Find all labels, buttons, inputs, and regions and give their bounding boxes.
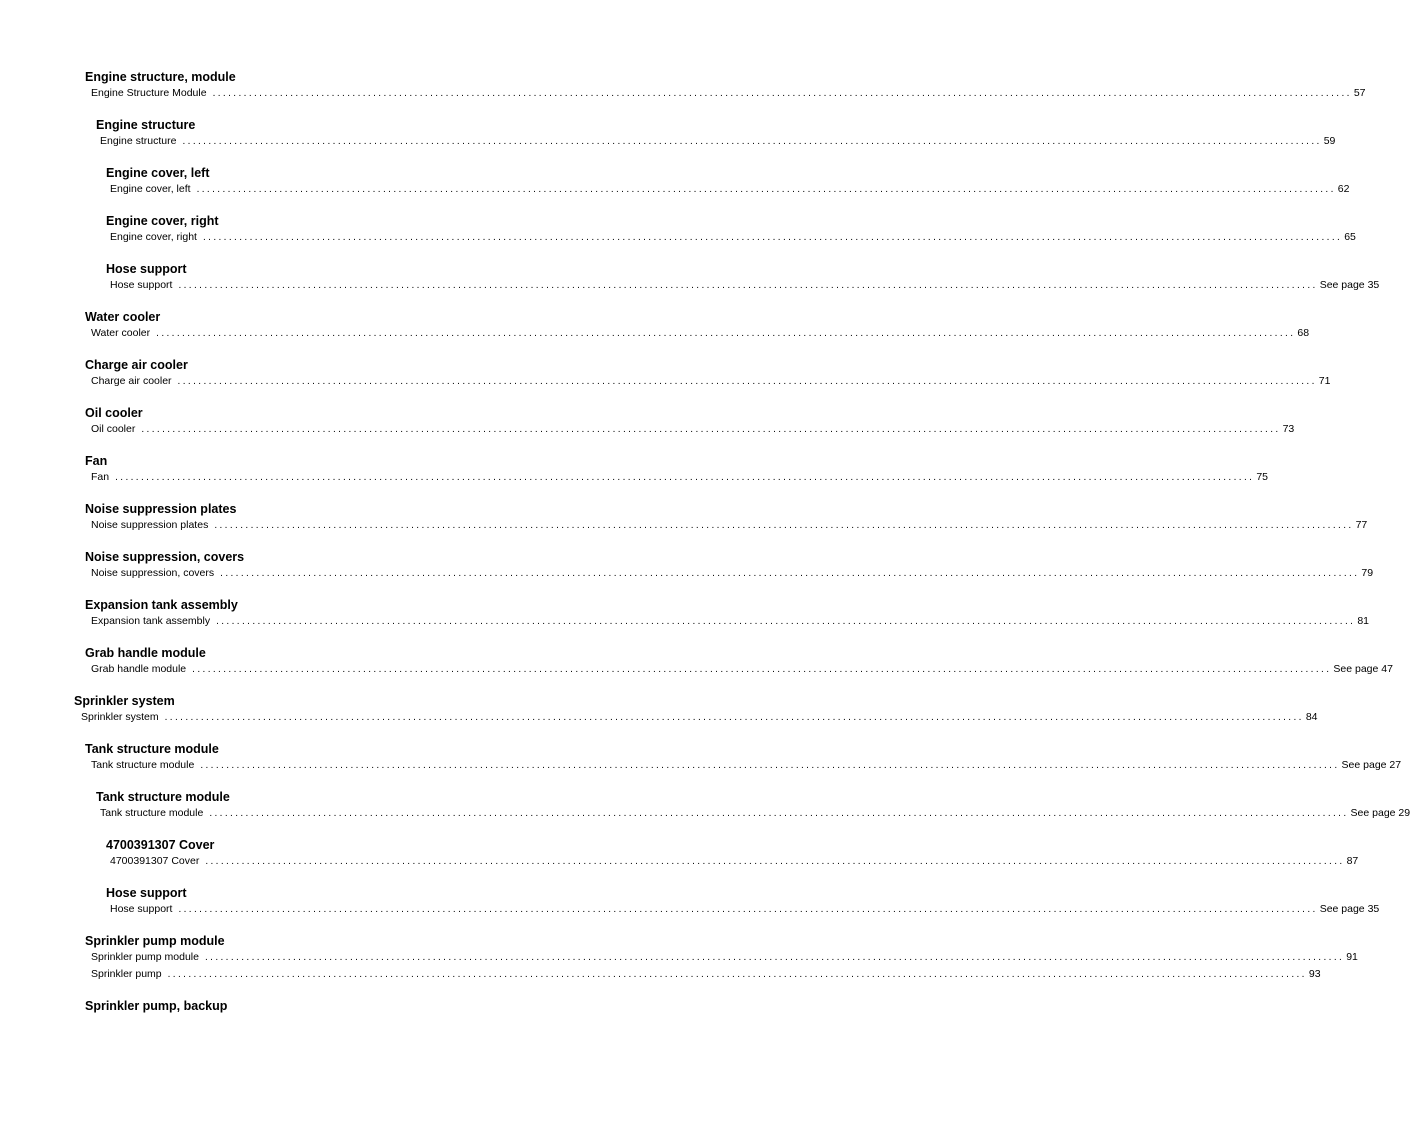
- dot-leader: ............................................................................................................................................................................................................................: [178, 280, 1318, 291]
- toc-section-title: Engine cover, left: [106, 166, 210, 180]
- dot-leader: ............................................................................................................................................................................................................................: [167, 969, 1307, 980]
- toc-section-title: Tank structure module: [85, 742, 219, 756]
- toc-section-title: Charge air cooler: [85, 358, 188, 372]
- toc-entry[interactable]: [100, 805, 1410, 822]
- toc-entry-page-number: 81: [1357, 615, 1369, 627]
- toc-section-title: Engine structure: [96, 118, 196, 132]
- toc-entry-label: Sprinkler pump: [91, 968, 162, 980]
- toc-entry-page-number: 77: [1355, 519, 1368, 531]
- toc-entry-label: Oil cooler: [91, 423, 136, 435]
- toc-entry-page-number: 79: [1361, 567, 1374, 579]
- toc-entry[interactable]: [91, 469, 1269, 486]
- toc-section: [0, 998, 866, 1014]
- dot-leader: ............................................................................................................................................................................................................................: [141, 424, 1281, 435]
- toc-entry-label: Grab handle module: [91, 663, 187, 675]
- dot-leader: ............................................................................................................................................................................................................................: [204, 952, 1345, 963]
- toc-section: [0, 357, 1331, 390]
- toc-entry-page-number: 93: [1308, 968, 1321, 980]
- toc-section-title: Tank structure module: [96, 790, 230, 804]
- toc-section: [0, 69, 1366, 102]
- toc-entry[interactable]: [110, 181, 1350, 198]
- toc-section-title: Sprinkler system: [74, 694, 175, 708]
- toc-entry-page-number: 65: [1344, 231, 1356, 243]
- table-of-contents: [0, 69, 1410, 1029]
- toc-section-title: Fan: [85, 454, 108, 468]
- toc-section: [0, 405, 1295, 438]
- toc-section: [0, 933, 1358, 983]
- toc-entry-label: Hose support: [110, 903, 173, 915]
- toc-entry-label: Engine cover, right: [110, 231, 197, 243]
- toc-entry-page-number: 73: [1282, 423, 1295, 435]
- toc-entry-label: Charge air cooler: [91, 375, 172, 387]
- dot-leader: ............................................................................................................................................................................................................................: [196, 184, 1336, 195]
- toc-entry-page-number: See page 29: [1350, 807, 1410, 819]
- toc-entry[interactable]: [91, 85, 1366, 102]
- toc-entry-label: Tank structure module: [100, 807, 204, 819]
- toc-entry-page-number: 68: [1297, 327, 1310, 339]
- toc-section: [0, 645, 1393, 678]
- toc-entry-page-number: 87: [1346, 855, 1359, 867]
- toc-entry[interactable]: [91, 517, 1368, 534]
- toc-section-title: Sprinkler pump, backup: [85, 999, 228, 1013]
- dot-leader: ............................................................................................................................................................................................................................: [214, 520, 1354, 531]
- toc-section: [0, 549, 1374, 582]
- dot-leader: ............................................................................................................................................................................................................................: [202, 232, 1343, 243]
- toc-entry[interactable]: [91, 757, 1402, 774]
- toc-section-title: Oil cooler: [85, 406, 143, 420]
- toc-entry-page-number: See page 27: [1341, 759, 1402, 771]
- toc-entry[interactable]: [91, 325, 1310, 342]
- toc-entry[interactable]: [91, 565, 1374, 582]
- toc-entry[interactable]: [91, 949, 1358, 966]
- dot-leader: ............................................................................................................................................................................................................................: [115, 472, 1255, 483]
- toc-entry-page-number: 71: [1318, 375, 1331, 387]
- toc-section: [0, 213, 1356, 246]
- toc-entry[interactable]: [91, 421, 1295, 438]
- toc-entry-page-number: 75: [1256, 471, 1269, 483]
- toc-section-title: Hose support: [106, 886, 187, 900]
- toc-section: [0, 261, 1380, 294]
- toc-entry[interactable]: [100, 133, 1336, 150]
- dot-leader: ............................................................................................................................................................................................................................: [156, 328, 1296, 339]
- toc-section-title: Engine structure, module: [85, 70, 236, 84]
- toc-entry-page-number: See page 35: [1319, 903, 1380, 915]
- toc-entry[interactable]: [91, 613, 1369, 630]
- toc-entry-label: Expansion tank assembly: [91, 615, 211, 627]
- toc-entry-label: Sprinkler pump module: [91, 951, 199, 963]
- toc-entry-label: Engine cover, left: [110, 183, 191, 195]
- dot-leader: ............................................................................................................................................................................................................................: [209, 808, 1349, 819]
- toc-entry-page-number: 59: [1323, 135, 1336, 147]
- toc-entry[interactable]: [110, 901, 1380, 918]
- toc-entry-page-number: 57: [1353, 87, 1366, 99]
- toc-section-title: Expansion tank assembly: [85, 598, 238, 612]
- toc-section: [0, 165, 1350, 198]
- toc-section-title: Engine cover, right: [106, 214, 219, 228]
- dot-leader: ............................................................................................................................................................................................................................: [192, 664, 1332, 675]
- dot-leader: ............................................................................................................................................................................................................................: [177, 376, 1317, 387]
- toc-entry[interactable]: [81, 709, 1318, 726]
- dot-leader: ............................................................................................................................................................................................................................: [220, 568, 1360, 579]
- dot-leader: ............................................................................................................................................................................................................................: [216, 616, 1356, 627]
- toc-entry-label: Sprinkler system: [81, 711, 159, 723]
- toc-section-title: 4700391307 Cover: [106, 838, 215, 852]
- toc-section: [0, 309, 1310, 342]
- toc-entry-label: Tank structure module: [91, 759, 195, 771]
- toc-section: [0, 501, 1368, 534]
- toc-section: [0, 453, 1269, 486]
- dot-leader: ............................................................................................................................................................................................................................: [212, 88, 1352, 99]
- dot-leader: ............................................................................................................................................................................................................................: [178, 904, 1318, 915]
- toc-entry-label: Hose support: [110, 279, 173, 291]
- dot-leader: ............................................................................................................................................................................................................................: [182, 136, 1322, 147]
- toc-entry-page-number: 84: [1305, 711, 1318, 723]
- toc-entry[interactable]: [91, 373, 1331, 390]
- toc-entry-label: Fan: [91, 471, 110, 483]
- toc-section: [0, 117, 1336, 150]
- toc-section: [0, 885, 1380, 918]
- dot-leader: ............................................................................................................................................................................................................................: [205, 856, 1345, 867]
- toc-entry[interactable]: [91, 966, 1321, 983]
- toc-section-title: Water cooler: [85, 310, 161, 324]
- toc-section: [0, 837, 1359, 870]
- toc-entry-page-number: 62: [1337, 183, 1350, 195]
- toc-entry-label: Engine Structure Module: [91, 87, 207, 99]
- toc-entry[interactable]: [91, 661, 1393, 678]
- dot-leader: ............................................................................................................................................................................................................................: [200, 760, 1340, 771]
- toc-section-title: Sprinkler pump module: [85, 934, 225, 948]
- toc-section: [0, 741, 1402, 774]
- toc-section-title: Noise suppression plates: [85, 502, 237, 516]
- toc-entry-label: Engine structure: [100, 135, 177, 147]
- toc-section: [0, 693, 1318, 726]
- toc-entry-label: Noise suppression, covers: [91, 567, 215, 579]
- toc-entry-label: 4700391307 Cover: [110, 855, 200, 867]
- toc-section: [0, 597, 1369, 630]
- toc-section-title: Hose support: [106, 262, 187, 276]
- toc-section: [0, 789, 1410, 822]
- toc-entry[interactable]: [110, 229, 1356, 246]
- toc-section-title: Grab handle module: [85, 646, 206, 660]
- toc-entry[interactable]: [110, 277, 1380, 294]
- toc-entry-page-number: See page 47: [1333, 663, 1393, 675]
- toc-entry-label: Water cooler: [91, 327, 151, 339]
- toc-entry-page-number: See page 35: [1319, 279, 1380, 291]
- toc-entry-page-number: 91: [1346, 951, 1358, 963]
- toc-entry-label: Noise suppression plates: [91, 519, 209, 531]
- dot-leader: ............................................................................................................................................................................................................................: [164, 712, 1304, 723]
- toc-entry[interactable]: [110, 853, 1359, 870]
- toc-section-title: Noise suppression, covers: [85, 550, 245, 564]
